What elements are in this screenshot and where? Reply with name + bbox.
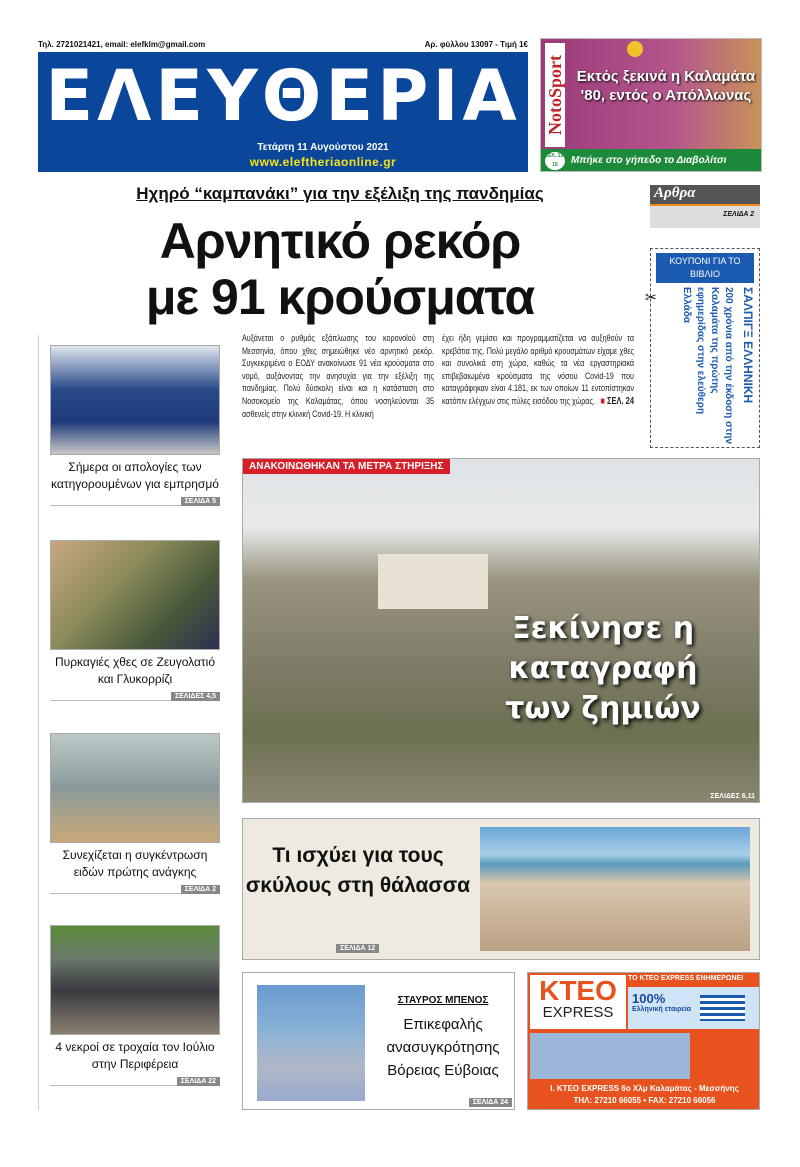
sidebar-story[interactable] bbox=[50, 733, 220, 901]
main-story-page: ΣΕΛΙΔΕΣ 6,11 bbox=[710, 793, 755, 800]
notosport-logo: NotoSport bbox=[545, 43, 565, 147]
articles-title: Αρθρα bbox=[650, 185, 760, 206]
website-link[interactable]: www.eleftheriaonline.gr bbox=[249, 155, 397, 169]
masthead[interactable] bbox=[38, 52, 528, 172]
lead-headline-1[interactable]: Αρνητικό ρεκόρ bbox=[159, 213, 521, 269]
lead-headline-2[interactable]: με 91 κρούσματα bbox=[145, 269, 535, 325]
kteo-contact bbox=[528, 1083, 760, 1107]
house-photo-element bbox=[378, 554, 488, 609]
articles-page: ΣΕΛΙΔΑ 2 bbox=[723, 211, 754, 218]
notosport-subheadline: Μπήκε στο γήπεδο το Διαβολίτσι bbox=[541, 149, 762, 172]
dog-story[interactable] bbox=[242, 818, 760, 960]
lead-page[interactable]: ΣΕΛ. 24 bbox=[606, 395, 634, 407]
lead-body-text: έχει ήδη γεμίσει και προγραμματίζεται να αυξηθούν τα κρεβάτια της. Πολύ μεγάλο αριθμό κρουσμάτων είχαμε χθες και συνολικά στη χώρα, καθώς τα νέα εργαστηριακά επιβεβαιωμένα κρούσματα της νόσου Covid-19 που καταγράφηκαν είναι 4.181, εκ των οποίων 11 εντοπίστηκαν κατόπιν ελέγχων στις πύλες εισόδου της χώρας. bbox=[442, 333, 634, 407]
portrait-photo bbox=[257, 985, 365, 1101]
column-divider bbox=[38, 335, 39, 1110]
kteo-info-panel bbox=[628, 987, 759, 1029]
kteo-logo-sub: EXPRESS bbox=[542, 1004, 614, 1021]
benos-story[interactable] bbox=[242, 972, 515, 1110]
notosport-pages: ΣΕΛ. 13-15 bbox=[545, 153, 565, 168]
main-story-headline: Ξεκίνησε η καταγραφή των ζημιών bbox=[505, 611, 701, 726]
kteo-logo bbox=[530, 975, 626, 1029]
story-caption: Σήμερα οι απολογίες των κατηγορουμένων για εμπρησμό bbox=[51, 460, 219, 491]
sidebar-story[interactable] bbox=[50, 925, 220, 1093]
kteo-greek-company: Ελληνική εταιρεία bbox=[632, 1006, 692, 1013]
kteo-address: Ι. ΚΤΕΟ EXPRESS 6ο Χλμ Καλαμάτας - Μεσσήνης bbox=[550, 1084, 739, 1093]
story-caption: Πυρκαγιές χθες σε Ζευγολατιό και Γλυκορρίζι bbox=[54, 655, 216, 686]
story-photo bbox=[50, 540, 220, 650]
dog-beach-photo bbox=[480, 827, 750, 951]
coupon-title: ΣΑΛΠΙΓΞ ΕΛΛΗΝΙΚΗ bbox=[741, 287, 755, 404]
lead-kicker: Ηχηρό “καμπανάκι” για την εξέλιξη της πανδημίας bbox=[136, 184, 544, 203]
issue-info: Αρ. φύλλου 13097 - Τιμή 1€ bbox=[424, 40, 528, 49]
kteo-building-photo bbox=[530, 1033, 690, 1079]
kteo-phones: ΤΗΛ: 27210 66055 • FAX: 27210 66056 bbox=[573, 1096, 716, 1105]
notosport-headline: Εκτός ξεκινά η Καλαμάτα '80, εντός ο Απόλλωνας bbox=[576, 68, 756, 104]
issue-date: Τετάρτη 11 Αυγούστου 2021 bbox=[257, 142, 389, 153]
story-photo bbox=[50, 733, 220, 843]
square-bullet-icon: ■ bbox=[600, 395, 605, 407]
kteo-advert[interactable] bbox=[527, 972, 760, 1110]
story-page: ΣΕΛΙΔΑ 5 bbox=[181, 497, 220, 506]
greek-flag-icon bbox=[700, 995, 745, 1021]
sidebar-story[interactable] bbox=[50, 345, 220, 513]
kteo-tagline: ΤΟ ΚΤΕΟ EXPRESS ΕΝΗΜΕΡΩΝΕΙ bbox=[628, 975, 744, 982]
lead-body-col2 bbox=[442, 333, 634, 409]
newspaper-logo: ΕΛΕΥΘΕΡΙΑ bbox=[45, 55, 521, 137]
benos-page: ΣΕΛΙΔΑ 24 bbox=[469, 1098, 512, 1107]
coupon-label: ΚΟΥΠΟΝΙ ΓΙΑ ΤΟ ΒΙΒΛΙΟ bbox=[656, 253, 754, 283]
lead-body-col1: Αυξάνεται ο ρυθμός εξάπλωσης του κορονοϊού στη Μεσσηνία, όπου χθες σημειώθηκε νέο αρνητικό ρεκόρ. Συγκεκριμένα ο ΕΟΔΥ ανακοίνωσε 91 νέα κρούσματα στο νομό, αυξάνοντας την ανησυχία για την εξέλιξη της πανδημίας. Πολύ δύσκολη είναι και η κατάσταση στο Νοσοκομείο της Καλαμάτας, όπου νοσηλεύονται 35 ασθενείς στην κλινική Covid-19. Η κλινική bbox=[242, 333, 434, 420]
kteo-logo-main: ΚΤΕΟ bbox=[539, 975, 617, 1006]
story-page: ΣΕΛΙΔΕΣ 4,5 bbox=[171, 692, 220, 701]
story-photo bbox=[50, 345, 220, 455]
coupon-description: 200 χρόνια από την έκδοση στην Καλαμάτα της πρώτης εφημερίδας στην ελεύθερη Ελλάδα bbox=[681, 287, 734, 445]
story-caption: Συνεχίζεται η συγκέντρωση ειδών πρώτης ανάγκης bbox=[62, 848, 208, 879]
scissors-icon: ✂ bbox=[645, 289, 657, 305]
story-page: ΣΕΛΙΔΑ 2 bbox=[181, 885, 220, 894]
notosport-promo[interactable] bbox=[540, 38, 762, 172]
book-coupon[interactable] bbox=[645, 248, 760, 448]
volleyball-icon bbox=[627, 41, 643, 57]
main-story-kicker: ΑΝΑΚΟΙΝΩΘΗΚΑΝ ΤΑ ΜΕΤΡΑ ΣΤΗΡΙΞΗΣ bbox=[243, 459, 450, 474]
main-story[interactable] bbox=[242, 458, 760, 803]
story-page: ΣΕΛΙΔΑ 22 bbox=[177, 1077, 220, 1086]
coupon-text bbox=[663, 287, 755, 445]
dog-story-page: ΣΕΛΙΔΑ 12 bbox=[336, 944, 379, 953]
contact-line: Τηλ. 2721021421, email: elefklm@gmail.com bbox=[38, 40, 206, 49]
dog-story-headline: Τι ισχύει για τους σκύλους στη θάλασσα bbox=[245, 844, 471, 897]
benos-name: ΣΤΑΥΡΟΣ ΜΠΕΝΟΣ bbox=[397, 995, 489, 1006]
story-photo bbox=[50, 925, 220, 1035]
articles-box[interactable] bbox=[650, 185, 760, 228]
benos-headline: Επικεφαλής ανασυγκρότησης Βόρειας Εύβοιας bbox=[386, 1016, 500, 1079]
sidebar-story[interactable] bbox=[50, 540, 220, 708]
kteo-percent: 100% bbox=[632, 991, 666, 1006]
story-caption: 4 νεκροί σε τροχαία τον Ιούλιο στην Περιφέρεια bbox=[55, 1040, 215, 1071]
